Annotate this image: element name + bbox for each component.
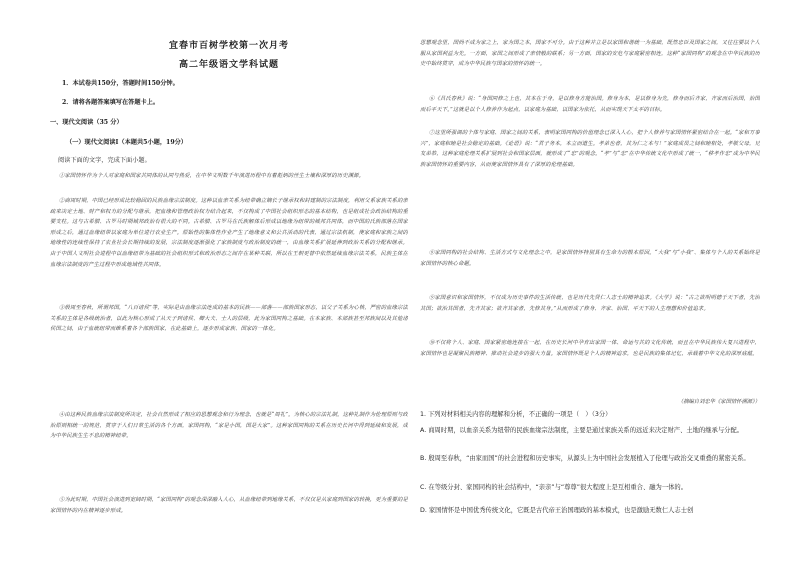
section-heading: 一、现代文阅读（35 分） xyxy=(50,119,123,126)
question-1-option-d[interactable]: D. 家国情怀是中国优秀传统文化，它既是古代帝王治国理政的基本模式，也是激励无数仁人志士创 xyxy=(420,507,694,514)
question-1-option-b[interactable]: B. 殷周至春秋，“由家而国”的社会进程和历史事实，从源头上为中国社会发展植入了伦理与政治交叉重叠的紧密关系。 xyxy=(420,455,750,462)
passage-paragraph-8: ⑧家国同构的社会结构、生活方式与文化理念之中，是家国情怀特别具有生命力的根本原因。“大我”与“小我”、集体与个人的关系始终是家国情怀的核心命题。 xyxy=(420,250,760,267)
passage-paragraph-7: ⑦这里所强调的个体与家庭、国家之间的关系，表明家国同构的价值理念已深入人心，把个人修养与家国情怀紧密结合在一起。“家和万事兴”，家庭和睦是社会稳定的基础。《论语》说：“君子务本，本立而道生。孝弟也者，其为仁之本与！”家庭成员之间和睦相处，孝敬父母，兄友弟恭，这种家庭伦理关系扩展到社会和国家层面，就形成了“忠”的观念。“孝”与“忠”在中华传统文化中形成了统一，“移孝作忠”成为中华民族家国情怀的重要内容，从而使家国情怀具有了深厚的伦理基础。 xyxy=(420,130,760,168)
passage-paragraph-5-cont: 思想观念里，国尚不成为家之上，家为国之本，国家不可分。由于这种并立是以家国和谐统一为基础，既然忠臣及国家之间，又往往要以个人服从家国利益为先。一方面，家国之间形成了亲情般的联系；另一方面，国家的安危与家庭紧密相连，这种“家国同构”的观念在中华民族的历史中始终贯穿，成为中华民族与国家的情怀的统一。 xyxy=(420,40,760,68)
passage-paragraph-5: ⑤为此时期，中国社会演进到宽阔时期，“家国同构”的观念深深融入人心，从血缘纽带到地缘关系，不仅仅是从家庭到国家的转换，更为重要的是家国情怀的内在精神逐步形成。 xyxy=(50,497,408,514)
exam-title: 高二年级语文学科试题 xyxy=(178,60,279,70)
passage-paragraph-1: ①家国情怀作为个人对家庭和国家共同体的认同与热爱，在中华文明数千年演进历程中有着彪炳的丝生土壤和深厚的历史渊源。 xyxy=(59,173,365,179)
subsection-heading: （一）现代文阅读Ⅰ（本题共5小题，19分） xyxy=(66,139,187,146)
passage-paragraph-10: ⑩不仅将个人、家庭、国家紧密地连接在一起，在历史长河中孕育出家国一体、命运与共的文化传统，而且在中华民族伟大复兴进程中，家国情怀也是凝聚民族精神、推动社会进步的强大力量。家国情怀既是个人的精神追求，也是民族的集体记忆，承载着中华文化的深厚底蕴。 xyxy=(420,340,760,357)
passage-paragraph-2: ②商周时期，中国已经形成比较稳固的民族血缘宗法制度。这种以血亲关系为纽带确立嫡长子继承权和封建制的宗法制度，利用父系家族关系的亲疏来决定土地、财产和权力的分配与继承，把血缘和管理政治权力结合起来，不仅构成了中国社会组织形态的基本结构，也是组成社会政治结构的重要支柱。这与古希腊、古罗马时期城邦政治有很大的不同。古希腊、古罗马在氏族解体后形成以地缘为纽带的城邦共同体，而中国的氏族部落在国家形成之后，通过血缘纽带以家庭为单位进行农业生产。原始性的集体性作业产生了地缘意义和公共活动的代表，通过宗法机制，使家庭和家族之间的地缘性的连续性保持了农业社会长期持续的发展，宗法制度逐渐强化了家族制度与政治制度的统一，由血缘关系扩展延伸到政治关系的分配和继承。由于中国人文明社会进程中以血缘纽带为基础的社会组织形式和政治形态之间存在某种关联，所以在王朝更替中依然延续血缘宗法关系，民族主体在血缘宗法制度的产生过程中形成地域性共同体。 xyxy=(50,198,408,268)
passage-paragraph-9: ⑨家国意识和家国情怀，不仅成为历史事件的生活传统，也是历代先贤仁人志士的精神追求。《大学》说：“古之欲明明德于天下者，先治其国；欲治其国者，先齐其家；欲齐其家者，先修其身。”从而形成了修身、齐家、治国、平天下的人生理想和价值追求。 xyxy=(420,295,760,312)
passage-paragraph-3: ③殷周至春秋，所谓邦国，“八百诸侯”等，实际是由血缘宗法连成的基本的民族——部落——部族国家形态，以父子关系为心核，严密的血缘宗法关系的主体是各级统治者，以此为核心形成了从天子到诸侯、卿大夫、士人的层级，此为家国同构之基础。在本家族、本部族甚至邦族间以及其他诸侯国之间，由于血统纽带而维系着各个部族国家，在此基础上，逐步形成家族、国家的一体化。 xyxy=(50,305,408,333)
exam-note-1: 1．本试卷共150分，答题时间150分钟。 xyxy=(62,80,179,87)
question-1-stem: 1. 下列对材料相关内容的理解和分析，不正确的一项是（ ）（3分） xyxy=(420,411,612,418)
passage-source: （摘编自刘忠华《家国情怀溯源》） xyxy=(677,399,760,405)
passage-paragraph-4: ④由这种民族血缘宗法制度所决定，社会自然形成了相应的思想观念和行为理念，也就是“周礼”。为核心的宗法礼制。这种礼制作为伦理原则与政治原则相统一的规范，贯穿于人们日常生活的各个方面，家国同构，“家是小国，国是大家”。这种家国同构的关系在历史长河中得到延续和发展，成为中华民族生生不息的精神纽带。 xyxy=(50,412,408,440)
passage-paragraph-6: ⑥《吕氏春秋》说：“身国同修之上也，其本在于身，是以修身方能治国。修身为本，是以修身为先，修身而后齐家，齐家而后治国，治国而后平天下。”这就是以个人修养作为起点，以家庭为基础，以国家为依托，从而实现天下太平的目标。 xyxy=(420,96,760,113)
reading-instruction: 阅读下面的文字，完成下面小题。 xyxy=(58,157,151,164)
school-title: 宜春市百树学校第一次月考 xyxy=(168,41,289,51)
question-1-option-c[interactable]: C. 在等级分封、家国同构的社会结构中，“亲亲”与“尊尊”很大程度上是互相重合、融为一体的。 xyxy=(420,484,688,491)
exam-note-2: 2．请将各题答案填写在答题卡上。 xyxy=(62,99,160,106)
question-1-option-a[interactable]: A. 商周时期，以血亲关系为纽带的民族血缘宗法制度，主要是通过家族关系的远近来决定财产、土地的继承与分配。 xyxy=(420,427,744,434)
